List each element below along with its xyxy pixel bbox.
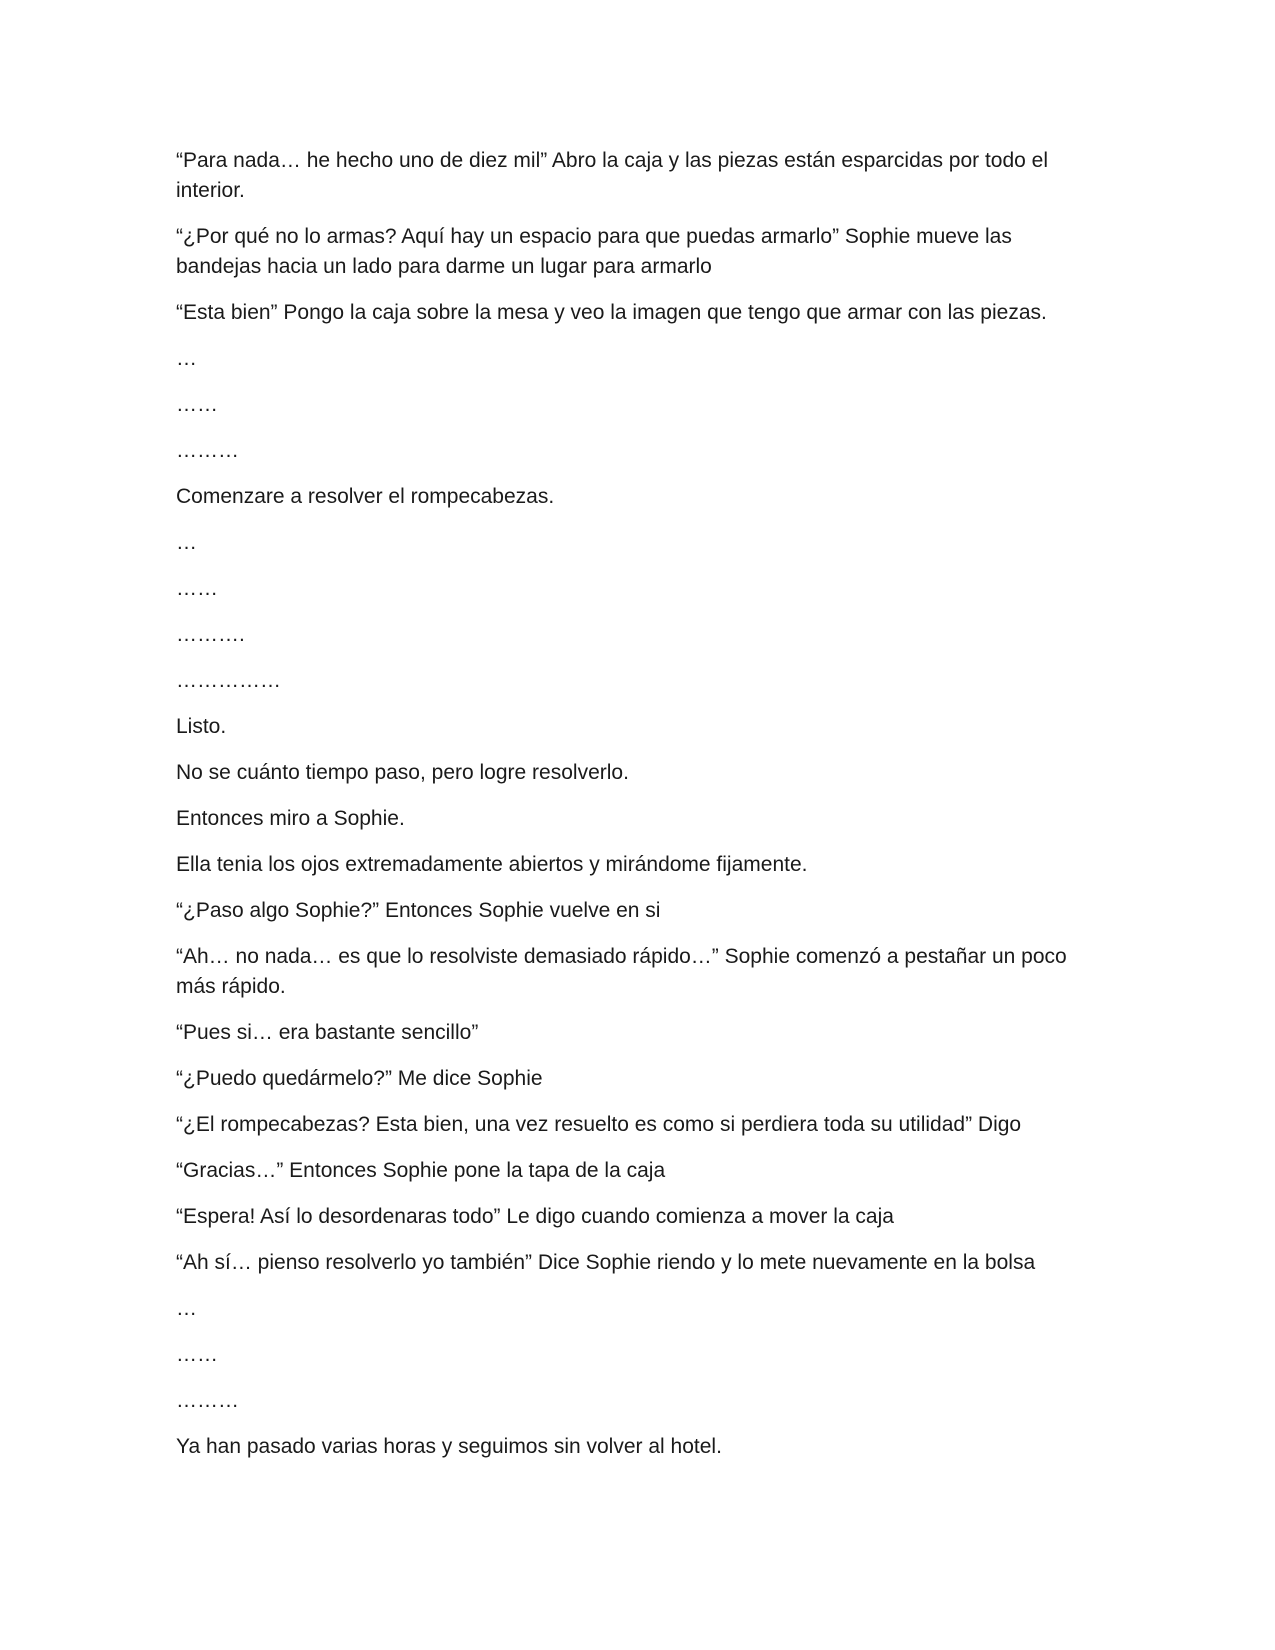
paragraph: ……………	[176, 669, 281, 692]
paragraph: …	[176, 1297, 197, 1320]
paragraph: Ella tenia los ojos extremadamente abiertos y mirándome fijamente.	[176, 853, 808, 876]
paragraph: ……	[176, 1343, 218, 1366]
paragraph: ………	[176, 1389, 239, 1412]
paragraph: “¿Por qué no lo armas? Aquí hay un espacio para que puedas armarlo” Sophie mueve las bandejas hacia un lado para darme un lugar para armarlo	[176, 225, 1012, 278]
paragraph: “Ah sí… pienso resolverlo yo también” Dice Sophie riendo y lo mete nuevamente en la bolsa	[176, 1251, 1036, 1274]
paragraph: “¿Paso algo Sophie?” Entonces Sophie vuelve en si	[176, 899, 661, 922]
paragraph: ………	[176, 439, 239, 462]
paragraph: ……….	[176, 623, 245, 646]
paragraph: “Esta bien” Pongo la caja sobre la mesa y veo la imagen que tengo que armar con las piezas.	[176, 301, 1047, 324]
paragraph: “Pues si… era bastante sencillo”	[176, 1021, 479, 1044]
paragraph: Listo.	[176, 715, 227, 738]
paragraph: …	[176, 531, 197, 554]
paragraph: “Ah… no nada… es que lo resolviste demasiado rápido…” Sophie comenzó a pestañar un poco más rápido.	[176, 945, 1067, 998]
paragraph: Ya han pasado varias horas y seguimos sin volver al hotel.	[176, 1435, 722, 1458]
paragraph: “Espera! Así lo desordenaras todo” Le digo cuando comienza a mover la caja	[176, 1205, 894, 1228]
paragraph: “¿El rompecabezas? Esta bien, una vez resuelto es como si perdiera toda su utilidad” Digo	[176, 1113, 1022, 1136]
paragraph: Entonces miro a Sophie.	[176, 807, 405, 830]
paragraph: “Para nada… he hecho uno de diez mil” Abro la caja y las piezas están esparcidas por todo el interior.	[176, 149, 1049, 202]
paragraph: No se cuánto tiempo paso, pero logre resolverlo.	[176, 761, 629, 784]
paragraph: Comenzare a resolver el rompecabezas.	[176, 485, 555, 508]
paragraph: “¿Puedo quedármelo?” Me dice Sophie	[176, 1067, 543, 1090]
document-body	[176, 146, 1096, 1478]
paragraph: ……	[176, 577, 218, 600]
paragraph: ……	[176, 393, 218, 416]
paragraph: …	[176, 347, 197, 370]
paragraph: “Gracias…” Entonces Sophie pone la tapa de la caja	[176, 1159, 666, 1182]
